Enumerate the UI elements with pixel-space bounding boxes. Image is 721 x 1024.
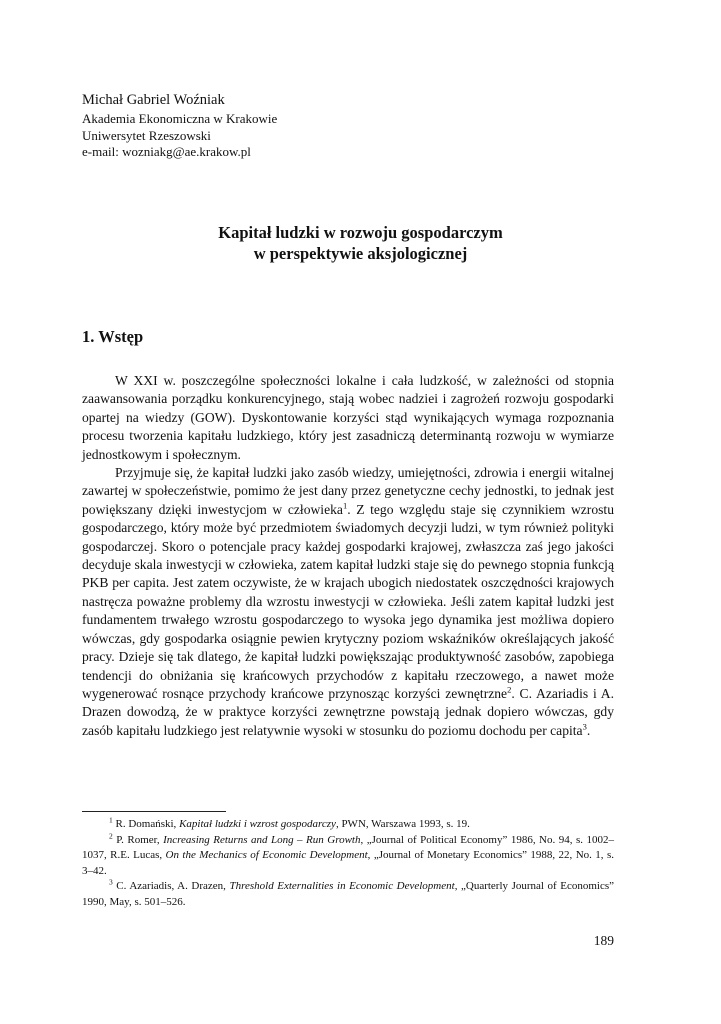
- paragraph-2-part-a: Przyjmuje się, że kapitał ludzki jako zasób wiedzy, umiejętności, zdrowia i energii witalnej zawartej w społeczeństwie, pomimo że jest dany przez genetyczne cechy jednostki, to jednak jest powiększany dzięki inwestycjom w człowieka: [82, 465, 614, 517]
- footnote-ref-1: 1: [342, 500, 348, 511]
- footnote-2-text-c: , „Journal of Monetary Economics” 1988, 22, No. 1, s. 3–42.: [82, 849, 614, 877]
- footnote-3: [82, 879, 614, 910]
- footnote-3-text-a: C. Azariadis, A. Drazen,: [112, 880, 230, 893]
- footnote-1-text-a: R. Domański,: [112, 818, 180, 830]
- footnote-3-text-b: , „Quarterly Journal of Economics” 1990, May, s. 501–526.: [82, 880, 614, 908]
- page-number: 189: [593, 933, 614, 948]
- author-affiliation: [82, 111, 277, 161]
- footnote-1: [82, 817, 614, 833]
- footnote-3-title: Threshold Externalities in Economic Development: [229, 880, 455, 893]
- affiliation-line-1: Akademia Ekonomiczna w Krakowie: [82, 111, 278, 126]
- paragraph-2-part-c: . C. Azariadis i A. Drazen dowodzą, że w praktyce korzyści zewnętrzne powstają jednak dopiero wówczas, gdy zasób kapitału ludzkiego jest relatywnie wysoki w stosunku do poziomu dochodu per capita: [82, 685, 614, 738]
- paragraph-2-part-d: .: [586, 722, 591, 738]
- paragraph-1: W XXI w. poszczególne społeczności lokalne i cała ludzkość, w zależności od stopnia zaawansowania porządku konkurencyjnego, stają wobec nadziei i zagrożeń rozwoju gospodarki opartej na wiedzy (GOW). Dyskontowanie korzyści stąd wynikających wymaga rozpoznania procesu tworzenia kapitału ludzkiego, który jest zasadniczą determinantą rozwoju w wymiarze jednostkowym i społecznym.: [82, 373, 614, 462]
- footnote-2-title-2: On the Mechanics of Economic Development: [165, 849, 368, 862]
- footnote-2-text-b: , „Journal of Political Economy” 1986, No. 94, s. 1002–1037, R.E. Lucas,: [82, 833, 615, 862]
- footnote-2-mark: 2: [109, 830, 113, 840]
- footnote-2: [82, 830, 615, 880]
- section-heading: 1. Wstęp: [82, 327, 144, 346]
- footnote-2-text-a: P. Romer,: [112, 833, 164, 846]
- footnote-3-mark: 3: [109, 877, 113, 887]
- footnote-1-title: Kapitał ludzki i wzrost gospodarczy: [179, 818, 336, 830]
- paragraph-2: [82, 464, 614, 740]
- footnote-ref-3: 3: [582, 721, 587, 732]
- footnote-ref-2: 2: [507, 684, 512, 695]
- affiliation-line-2: Uniwersytet Rzeszowski: [82, 127, 211, 143]
- author-email: e-mail: wozniakg@ae.krakow.pl: [82, 144, 251, 159]
- author-name: Michał Gabriel Woźniak: [82, 92, 225, 108]
- body-text: [82, 372, 614, 740]
- footnotes: [82, 817, 614, 911]
- title-line-1: Kapitał ludzki w rozwoju gospodarczym: [218, 223, 503, 242]
- footnote-1-mark: 1: [109, 815, 113, 825]
- footnote-divider: [82, 811, 226, 812]
- paragraph-2-part-b: . Z tego względu staje się czynnikiem wzrostu gospodarczego, który może być przedmiotem świadomych decyzji ludzi, w tym również polityki gospodarczej. Skoro o potencjale pracy każdej gospodarki krajowej, zwłaszcza zaś jego jakości decyduje skala inwestycji w człowieka, zatem kapitał ludzki staje się do pewnego stopnia funkcją PKB per capita. Jest zatem oczywiste, że w krajach ubogich niedostatek oszczędności krajowych nastręcza poważne problemy dla wzrostu inwestycji w człowieka. Jeśli zatem kapitał ludzki jest fundamentem trwałego wzrostu gospodarczego to wysoka jego dynamika jest możliwa dopiero wówczas, gdy gospodarka osiągnie pewien krytyczny poziom wskaźników określających jakość pracy. Dzieje się tak dlatego, że kapitał ludzki powiększając produktywność zasobów, zapobiega tendencji do obniżania się krańcowych przychodów z kapitału rzeczowego, a nawet może wygenerować rosnące przychody krańcowe przynosząc korzyści zewnętrzne: [82, 501, 614, 701]
- footnote-1-text-b: , PWN, Warszawa 1993, s. 19.: [335, 818, 470, 830]
- title-line-2: w perspektywie aksjologicznej: [253, 244, 468, 263]
- footnote-2-title-1: Increasing Returns and Long – Run Growth: [163, 833, 361, 846]
- paper-title: [82, 222, 639, 264]
